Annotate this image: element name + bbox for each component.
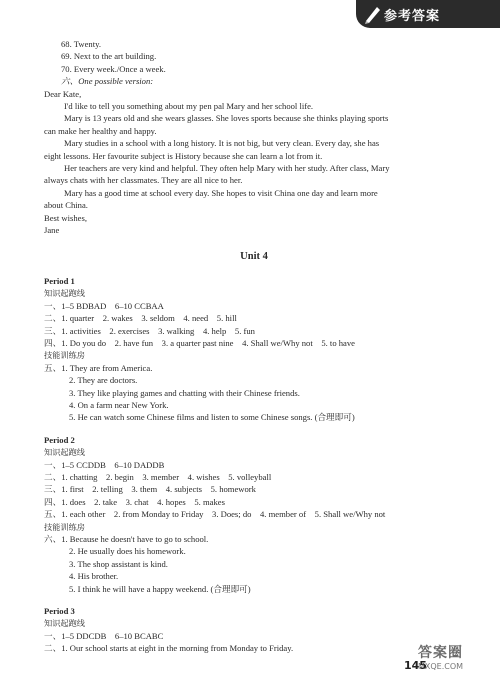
possible-version-label: 六、One possible version: <box>61 76 154 87</box>
letter-line: Mary has a good time at school every day. She hopes to visit China one day and learn more <box>64 187 378 198</box>
pen-icon <box>362 2 386 26</box>
answer-line: 5. I think he will have a happy weekend. (合理即可) <box>69 583 251 594</box>
answer-line: 4. His brother. <box>69 571 119 582</box>
answer-line: 2. He usually does his homework. <box>69 546 186 557</box>
answer-line: 69. Next to the art building. <box>61 51 157 62</box>
answer-line: 四、1. does 2. take 3. chat 4. hopes 5. makes <box>44 496 225 507</box>
letter-line: always chats with her classmates. They are all nice to her. <box>44 175 243 186</box>
answer-line: 一、1–5 BDBAD 6–10 CCBAA <box>44 300 164 311</box>
answer-line: 五、1. They are from America. <box>44 362 153 373</box>
page-number: 145 <box>404 659 427 672</box>
answer-line: 一、1–5 CCDDB 6–10 DADDB <box>44 459 165 470</box>
section-line: 技能训练房 <box>44 521 85 532</box>
answer-line: 四、1. Do you do 2. have fun 3. a quarter past nine 4. Shall we/Why not 5. to have <box>44 337 355 348</box>
letter-line: can make her healthy and happy. <box>44 125 157 136</box>
section-line: 技能训练房 <box>44 350 85 361</box>
unit-title: Unit 4 <box>240 250 268 262</box>
letter-salutation: Dear Kate, <box>44 88 82 99</box>
answer-line: 3. They like playing games and chatting with their Chinese friends. <box>69 387 300 398</box>
period-block <box>44 275 464 424</box>
watermark-logo <box>418 642 498 682</box>
section-line: 知识起跑线 <box>44 447 85 458</box>
answer-line: 三、1. activities 2. exercises 3. walking 4. help 5. fun <box>44 325 255 336</box>
period-block <box>44 605 464 655</box>
answer-line: 二、1. Our school starts at eight in the morning from Monday to Friday. <box>44 643 294 654</box>
period-title: Period 1 <box>44 275 75 286</box>
period-title: Period 2 <box>44 434 75 445</box>
answer-line: 一、1–5 DDCDB 6–10 BCABC <box>44 630 164 641</box>
letter-closing: Best wishes, <box>44 212 87 223</box>
section-line: 知识起跑线 <box>44 288 85 299</box>
section-line: 知识起跑线 <box>44 618 85 629</box>
letter-line: Mary studies in a school with a long history. It is not big, but very clean. Every day, she has <box>64 138 380 149</box>
watermark-big: 答案圈 <box>418 645 463 661</box>
letter-line: Mary is 13 years old and she wears glasses. She loves sports because she thinks playing sports <box>64 113 389 124</box>
letter-line: Her teachers are very kind and helpful. They often help Mary with her study. After class, Mary <box>64 163 390 174</box>
answer-line: 三、1. first 2. telling 3. them 4. subjects 5. homework <box>44 484 256 495</box>
answer-line: 5. He can watch some Chinese films and listen to some Chinese songs. (合理即可) <box>69 412 355 423</box>
letter-line: eight lessons. Her favourite subject is History because she can learn a lot from it. <box>44 150 323 161</box>
period-block <box>44 434 464 595</box>
answer-content <box>44 38 464 655</box>
header-title: 参考答案 <box>384 9 441 24</box>
answer-line: 2. They are doctors. <box>69 375 138 386</box>
watermark-small: MXQE.COM <box>418 662 464 671</box>
answer-line: 二、1. chatting 2. begin 3. member 4. wishes 5. volleyball <box>44 472 272 482</box>
answer-line: 70. Every week./Once a week. <box>61 63 166 74</box>
letter-line: about China. <box>44 200 88 211</box>
answer-line: 3. The shop assistant is kind. <box>69 558 168 569</box>
answer-line: 六、1. Because he doesn't have to go to school. <box>44 534 209 545</box>
period-title: Period 3 <box>44 606 75 617</box>
letter-signature: Jane <box>44 225 60 236</box>
answer-line: 4. On a farm near New York. <box>69 399 169 410</box>
letter-line: I'd like to tell you something about my pen pal Mary and her school life. <box>64 101 314 112</box>
answer-line: 五、1. each other 2. from Monday to Friday 3. Does; do 4. member of 5. Shall we/Why not <box>44 509 386 520</box>
answer-line: 68. Twenty. <box>61 39 101 49</box>
answer-line: 二、1. quarter 2. wakes 3. seldom 4. need 5. hill <box>44 313 237 324</box>
